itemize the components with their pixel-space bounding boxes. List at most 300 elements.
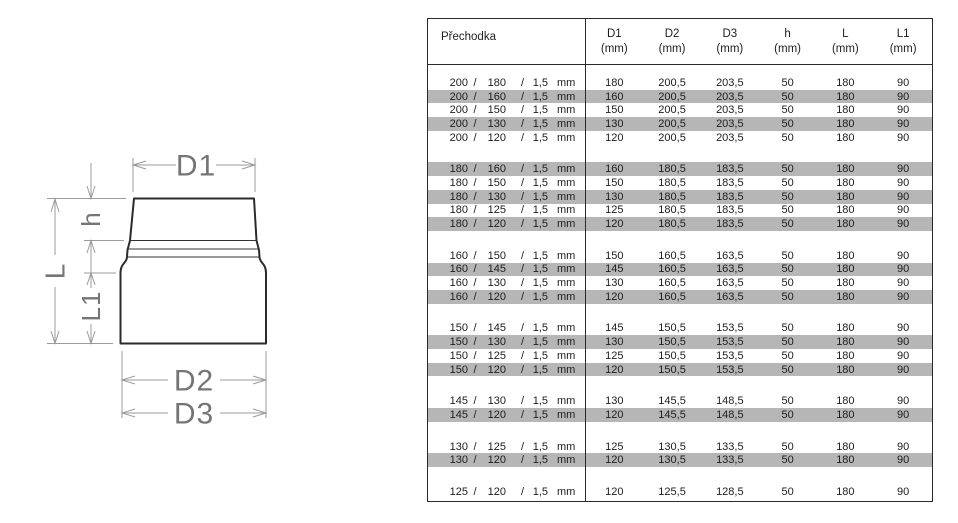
cell-d1: 150 bbox=[605, 176, 624, 189]
thickness-value: 1,5 bbox=[532, 485, 548, 498]
cell-h: 50 bbox=[781, 249, 794, 262]
size-separator: / bbox=[473, 454, 477, 467]
cell-d1: 125 bbox=[605, 349, 624, 362]
thickness-separator: / bbox=[520, 218, 524, 231]
size-to: 120 bbox=[487, 218, 506, 231]
col-header-l-name: L bbox=[842, 28, 849, 40]
size-from: 130 bbox=[449, 454, 468, 467]
size-to: 150 bbox=[487, 104, 506, 117]
cell-h: 50 bbox=[781, 131, 794, 144]
cell-d3: 153,5 bbox=[716, 363, 744, 376]
size-separator: / bbox=[473, 76, 477, 89]
size-label bbox=[428, 277, 585, 289]
size-label bbox=[428, 163, 585, 175]
col-header-d3-unit: (mm) bbox=[716, 43, 744, 55]
cell-d1: 120 bbox=[605, 454, 624, 467]
table-row bbox=[428, 263, 932, 277]
thickness-separator: / bbox=[520, 485, 524, 498]
size-from: 200 bbox=[449, 117, 468, 130]
size-from: 150 bbox=[449, 322, 468, 335]
size-label bbox=[428, 104, 585, 116]
size-to: 145 bbox=[487, 263, 506, 276]
thickness-separator: / bbox=[520, 395, 524, 408]
thickness-value: 1,5 bbox=[532, 322, 548, 335]
cell-l1: 90 bbox=[897, 440, 910, 453]
table-row bbox=[428, 322, 932, 336]
table-row bbox=[428, 90, 932, 104]
size-separator: / bbox=[473, 440, 477, 453]
col-header-l bbox=[816, 19, 874, 64]
thickness-value: 1,5 bbox=[532, 349, 548, 362]
cell-l1: 90 bbox=[897, 336, 910, 349]
cell-d3: 203,5 bbox=[716, 76, 744, 89]
reducer-technical-drawing bbox=[0, 0, 430, 523]
size-from: 180 bbox=[449, 190, 468, 203]
cell-d2: 180,5 bbox=[658, 176, 686, 189]
size-to: 160 bbox=[487, 90, 506, 103]
size-to: 160 bbox=[487, 163, 506, 176]
cell-h: 50 bbox=[781, 363, 794, 376]
unit-label: mm bbox=[557, 336, 576, 349]
cell-d3: 153,5 bbox=[716, 322, 744, 335]
thickness-value: 1,5 bbox=[532, 440, 548, 453]
cell-l1: 90 bbox=[897, 277, 910, 290]
size-separator: / bbox=[473, 218, 477, 231]
size-label bbox=[428, 291, 585, 303]
size-from: 180 bbox=[449, 176, 468, 189]
size-label bbox=[428, 454, 585, 466]
col-header-d2-unit: (mm) bbox=[658, 43, 686, 55]
size-to: 120 bbox=[487, 408, 506, 421]
cell-d2: 200,5 bbox=[658, 90, 686, 103]
unit-label: mm bbox=[557, 218, 576, 231]
cell-l1: 90 bbox=[897, 104, 910, 117]
size-separator: / bbox=[473, 117, 477, 130]
cell-d1: 145 bbox=[605, 263, 624, 276]
col-header-d2 bbox=[643, 19, 701, 64]
cell-l: 180 bbox=[836, 163, 855, 176]
cell-l1: 90 bbox=[897, 363, 910, 376]
cell-d1: 125 bbox=[605, 204, 624, 217]
cell-l: 180 bbox=[836, 190, 855, 203]
size-separator: / bbox=[473, 176, 477, 189]
cell-d2: 125,5 bbox=[658, 485, 686, 498]
unit-label: mm bbox=[557, 176, 576, 189]
cell-l: 180 bbox=[836, 249, 855, 262]
cell-d1: 120 bbox=[605, 218, 624, 231]
cell-d2: 160,5 bbox=[658, 277, 686, 290]
unit-label: mm bbox=[557, 349, 576, 362]
thickness-separator: / bbox=[520, 190, 524, 203]
cell-d3: 148,5 bbox=[716, 408, 744, 421]
cell-l: 180 bbox=[836, 218, 855, 231]
cell-h: 50 bbox=[781, 277, 794, 290]
thickness-value: 1,5 bbox=[532, 76, 548, 89]
table-header-row bbox=[428, 19, 932, 65]
thickness-value: 1,5 bbox=[532, 395, 548, 408]
size-separator: / bbox=[473, 163, 477, 176]
size-from: 160 bbox=[449, 249, 468, 262]
cell-d2: 145,5 bbox=[658, 395, 686, 408]
size-separator: / bbox=[473, 263, 477, 276]
thickness-value: 1,5 bbox=[532, 190, 548, 203]
cell-d2: 150,5 bbox=[658, 322, 686, 335]
cell-h: 50 bbox=[781, 204, 794, 217]
table-row bbox=[428, 453, 932, 467]
size-separator: / bbox=[473, 290, 477, 303]
cell-l1: 90 bbox=[897, 322, 910, 335]
unit-label: mm bbox=[557, 76, 576, 89]
unit-label: mm bbox=[557, 117, 576, 130]
thickness-value: 1,5 bbox=[532, 249, 548, 262]
cell-l: 180 bbox=[836, 336, 855, 349]
cell-l1: 90 bbox=[897, 290, 910, 303]
dim-label-d3: D3 bbox=[173, 397, 215, 431]
cell-d3: 153,5 bbox=[716, 336, 744, 349]
size-from: 150 bbox=[449, 336, 468, 349]
size-separator: / bbox=[473, 408, 477, 421]
thickness-value: 1,5 bbox=[532, 263, 548, 276]
thickness-value: 1,5 bbox=[532, 336, 548, 349]
cell-d1: 150 bbox=[605, 104, 624, 117]
size-separator: / bbox=[473, 336, 477, 349]
unit-label: mm bbox=[557, 440, 576, 453]
table-row bbox=[428, 335, 932, 349]
cell-l: 180 bbox=[836, 104, 855, 117]
size-separator: / bbox=[473, 190, 477, 203]
size-label bbox=[428, 350, 585, 362]
size-separator: / bbox=[473, 249, 477, 262]
dim-label-d1: D1 bbox=[175, 149, 217, 183]
dim-label-d2: D2 bbox=[173, 364, 215, 398]
cell-l: 180 bbox=[836, 363, 855, 376]
thickness-value: 1,5 bbox=[532, 218, 548, 231]
col-header-l1-unit: (mm) bbox=[889, 43, 917, 55]
size-to: 120 bbox=[487, 290, 506, 303]
size-label bbox=[428, 204, 585, 216]
thickness-separator: / bbox=[520, 90, 524, 103]
cell-h: 50 bbox=[781, 76, 794, 89]
size-from: 180 bbox=[449, 163, 468, 176]
thickness-separator: / bbox=[520, 277, 524, 290]
cell-d2: 160,5 bbox=[658, 290, 686, 303]
cell-l: 180 bbox=[836, 395, 855, 408]
col-header-h bbox=[759, 19, 817, 64]
size-label bbox=[428, 218, 585, 230]
body-outline bbox=[121, 199, 267, 344]
extension-lines bbox=[47, 158, 266, 418]
cell-d2: 150,5 bbox=[658, 349, 686, 362]
cell-d1: 180 bbox=[605, 76, 624, 89]
cell-d2: 180,5 bbox=[658, 190, 686, 203]
cell-d2: 200,5 bbox=[658, 117, 686, 130]
cell-h: 50 bbox=[781, 163, 794, 176]
unit-label: mm bbox=[557, 454, 576, 467]
thickness-separator: / bbox=[520, 408, 524, 421]
table-row bbox=[428, 485, 932, 499]
cell-h: 50 bbox=[781, 218, 794, 231]
cell-l: 180 bbox=[836, 408, 855, 421]
cell-d2: 180,5 bbox=[658, 218, 686, 231]
unit-label: mm bbox=[557, 395, 576, 408]
size-label bbox=[428, 409, 585, 421]
size-to: 120 bbox=[487, 454, 506, 467]
unit-label: mm bbox=[557, 204, 576, 217]
cell-l1: 90 bbox=[897, 263, 910, 276]
thickness-separator: / bbox=[520, 249, 524, 262]
col-header-d2-name: D2 bbox=[664, 28, 680, 40]
cell-d2: 145,5 bbox=[658, 408, 686, 421]
thickness-value: 1,5 bbox=[532, 277, 548, 290]
cell-d3: 183,5 bbox=[716, 218, 744, 231]
cell-l1: 90 bbox=[897, 454, 910, 467]
unit-label: mm bbox=[557, 363, 576, 376]
table-row bbox=[428, 117, 932, 131]
col-header-l1-name: L1 bbox=[896, 28, 910, 40]
size-label bbox=[428, 177, 585, 189]
cell-l: 180 bbox=[836, 440, 855, 453]
group-gap bbox=[428, 467, 932, 485]
thickness-value: 1,5 bbox=[532, 131, 548, 144]
cell-d2: 180,5 bbox=[658, 204, 686, 217]
cell-l1: 90 bbox=[897, 408, 910, 421]
header-column-divider bbox=[585, 19, 586, 501]
table-row bbox=[428, 131, 932, 145]
cell-h: 50 bbox=[781, 290, 794, 303]
size-to: 130 bbox=[487, 277, 506, 290]
thickness-separator: / bbox=[520, 176, 524, 189]
cell-d3: 203,5 bbox=[716, 117, 744, 130]
cell-d2: 130,5 bbox=[658, 440, 686, 453]
size-from: 200 bbox=[449, 90, 468, 103]
size-label bbox=[428, 118, 585, 130]
cell-l1: 90 bbox=[897, 163, 910, 176]
cell-l: 180 bbox=[836, 117, 855, 130]
cell-l: 180 bbox=[836, 454, 855, 467]
cell-d2: 180,5 bbox=[658, 163, 686, 176]
table-row bbox=[428, 394, 932, 408]
cell-d3: 183,5 bbox=[716, 163, 744, 176]
cell-l: 180 bbox=[836, 263, 855, 276]
thickness-value: 1,5 bbox=[532, 454, 548, 467]
size-to: 120 bbox=[487, 131, 506, 144]
cell-l1: 90 bbox=[897, 76, 910, 89]
size-separator: / bbox=[473, 485, 477, 498]
col-header-h-unit: (mm) bbox=[774, 43, 801, 55]
cell-h: 50 bbox=[781, 440, 794, 453]
cell-l: 180 bbox=[836, 76, 855, 89]
size-separator: / bbox=[473, 104, 477, 117]
thickness-separator: / bbox=[520, 263, 524, 276]
cell-d1: 160 bbox=[605, 90, 624, 103]
cell-d1: 160 bbox=[605, 163, 624, 176]
size-from: 145 bbox=[449, 395, 468, 408]
cell-d1: 125 bbox=[605, 440, 624, 453]
size-from: 125 bbox=[449, 485, 468, 498]
cell-l: 180 bbox=[836, 485, 855, 498]
thickness-separator: / bbox=[520, 131, 524, 144]
size-label bbox=[428, 191, 585, 203]
size-from: 160 bbox=[449, 263, 468, 276]
cell-l: 180 bbox=[836, 176, 855, 189]
unit-label: mm bbox=[557, 249, 576, 262]
cell-d1: 130 bbox=[605, 395, 624, 408]
cell-d1: 120 bbox=[605, 363, 624, 376]
size-separator: / bbox=[473, 90, 477, 103]
size-from: 150 bbox=[449, 349, 468, 362]
dim-label-l1: L1 bbox=[76, 290, 106, 322]
cell-l1: 90 bbox=[897, 249, 910, 262]
table-row bbox=[428, 76, 932, 90]
table-row bbox=[428, 363, 932, 377]
size-label bbox=[428, 486, 585, 498]
thickness-value: 1,5 bbox=[532, 290, 548, 303]
thickness-value: 1,5 bbox=[532, 204, 548, 217]
size-to: 125 bbox=[487, 204, 506, 217]
table-row bbox=[428, 162, 932, 176]
size-label bbox=[428, 395, 585, 407]
size-to: 120 bbox=[487, 363, 506, 376]
col-header-h-name: h bbox=[784, 28, 791, 40]
table-row bbox=[428, 217, 932, 231]
col-header-d3-name: D3 bbox=[722, 28, 738, 40]
cell-l: 180 bbox=[836, 322, 855, 335]
size-label bbox=[428, 336, 585, 348]
group-gap bbox=[428, 144, 932, 162]
cell-d1: 130 bbox=[605, 117, 624, 130]
unit-label: mm bbox=[557, 190, 576, 203]
cell-d3: 148,5 bbox=[716, 395, 744, 408]
col-header-d1-name: D1 bbox=[606, 28, 622, 40]
table-row bbox=[428, 408, 932, 422]
size-label bbox=[428, 77, 585, 89]
unit-label: mm bbox=[557, 263, 576, 276]
cell-h: 50 bbox=[781, 485, 794, 498]
col-header-d1-unit: (mm) bbox=[600, 43, 628, 55]
cell-d2: 200,5 bbox=[658, 104, 686, 117]
size-separator: / bbox=[473, 277, 477, 290]
thickness-separator: / bbox=[520, 363, 524, 376]
thickness-separator: / bbox=[520, 204, 524, 217]
thickness-value: 1,5 bbox=[532, 363, 548, 376]
cell-h: 50 bbox=[781, 176, 794, 189]
col-header-d1 bbox=[585, 19, 643, 64]
size-from: 160 bbox=[449, 277, 468, 290]
unit-label: mm bbox=[557, 131, 576, 144]
cell-d1: 120 bbox=[605, 408, 624, 421]
cell-l1: 90 bbox=[897, 349, 910, 362]
size-from: 150 bbox=[449, 363, 468, 376]
size-from: 180 bbox=[449, 204, 468, 217]
cell-d1: 120 bbox=[605, 290, 624, 303]
size-to: 130 bbox=[487, 117, 506, 130]
thickness-separator: / bbox=[520, 336, 524, 349]
size-label bbox=[428, 91, 585, 103]
cell-l: 180 bbox=[836, 277, 855, 290]
size-from: 145 bbox=[449, 408, 468, 421]
thickness-separator: / bbox=[520, 290, 524, 303]
size-to: 125 bbox=[487, 349, 506, 362]
cell-d1: 130 bbox=[605, 277, 624, 290]
cell-d2: 200,5 bbox=[658, 131, 686, 144]
size-from: 130 bbox=[449, 440, 468, 453]
cell-l1: 90 bbox=[897, 176, 910, 189]
cell-d3: 203,5 bbox=[716, 104, 744, 117]
cell-d3: 153,5 bbox=[716, 349, 744, 362]
size-label bbox=[428, 364, 585, 376]
thickness-value: 1,5 bbox=[532, 90, 548, 103]
cell-d3: 163,5 bbox=[716, 249, 744, 262]
cell-h: 50 bbox=[781, 349, 794, 362]
cell-h: 50 bbox=[781, 322, 794, 335]
cell-d1: 120 bbox=[605, 485, 624, 498]
cell-l: 180 bbox=[836, 349, 855, 362]
cell-d3: 163,5 bbox=[716, 277, 744, 290]
cell-d3: 128,5 bbox=[716, 485, 744, 498]
table-row bbox=[428, 176, 932, 190]
thickness-separator: / bbox=[520, 322, 524, 335]
thickness-separator: / bbox=[520, 163, 524, 176]
unit-label: mm bbox=[557, 277, 576, 290]
cell-d2: 160,5 bbox=[658, 249, 686, 262]
size-separator: / bbox=[473, 349, 477, 362]
cell-d2: 150,5 bbox=[658, 336, 686, 349]
size-separator: / bbox=[473, 204, 477, 217]
table-body bbox=[428, 65, 932, 499]
cell-l1: 90 bbox=[897, 117, 910, 130]
dim-label-h: h bbox=[76, 211, 106, 227]
group-gap bbox=[428, 231, 932, 249]
cell-d1: 150 bbox=[605, 249, 624, 262]
cell-d1: 130 bbox=[605, 190, 624, 203]
cell-d2: 150,5 bbox=[658, 363, 686, 376]
size-separator: / bbox=[473, 322, 477, 335]
size-to: 150 bbox=[487, 176, 506, 189]
size-to: 180 bbox=[487, 76, 506, 89]
cell-l1: 90 bbox=[897, 190, 910, 203]
cell-d2: 200,5 bbox=[658, 76, 686, 89]
cell-l1: 90 bbox=[897, 90, 910, 103]
cell-l1: 90 bbox=[897, 485, 910, 498]
thickness-separator: / bbox=[520, 117, 524, 130]
size-to: 120 bbox=[487, 485, 506, 498]
dim-label-l: L bbox=[39, 262, 71, 280]
cell-l: 180 bbox=[836, 204, 855, 217]
cell-l1: 90 bbox=[897, 395, 910, 408]
thickness-separator: / bbox=[520, 454, 524, 467]
cell-d2: 160,5 bbox=[658, 263, 686, 276]
thickness-separator: / bbox=[520, 440, 524, 453]
size-to: 145 bbox=[487, 322, 506, 335]
group-gap bbox=[428, 422, 932, 440]
dimensions-table bbox=[427, 18, 933, 502]
cell-d1: 145 bbox=[605, 322, 624, 335]
size-to: 130 bbox=[487, 336, 506, 349]
table-row bbox=[428, 440, 932, 454]
thickness-value: 1,5 bbox=[532, 163, 548, 176]
size-label bbox=[428, 132, 585, 144]
cell-l1: 90 bbox=[897, 204, 910, 217]
cell-d2: 130,5 bbox=[658, 454, 686, 467]
unit-label: mm bbox=[557, 104, 576, 117]
cell-l1: 90 bbox=[897, 218, 910, 231]
cell-d1: 120 bbox=[605, 131, 624, 144]
col-header-l-unit: (mm) bbox=[831, 43, 859, 55]
thickness-value: 1,5 bbox=[532, 104, 548, 117]
size-separator: / bbox=[473, 131, 477, 144]
size-label bbox=[428, 441, 585, 453]
cell-h: 50 bbox=[781, 263, 794, 276]
